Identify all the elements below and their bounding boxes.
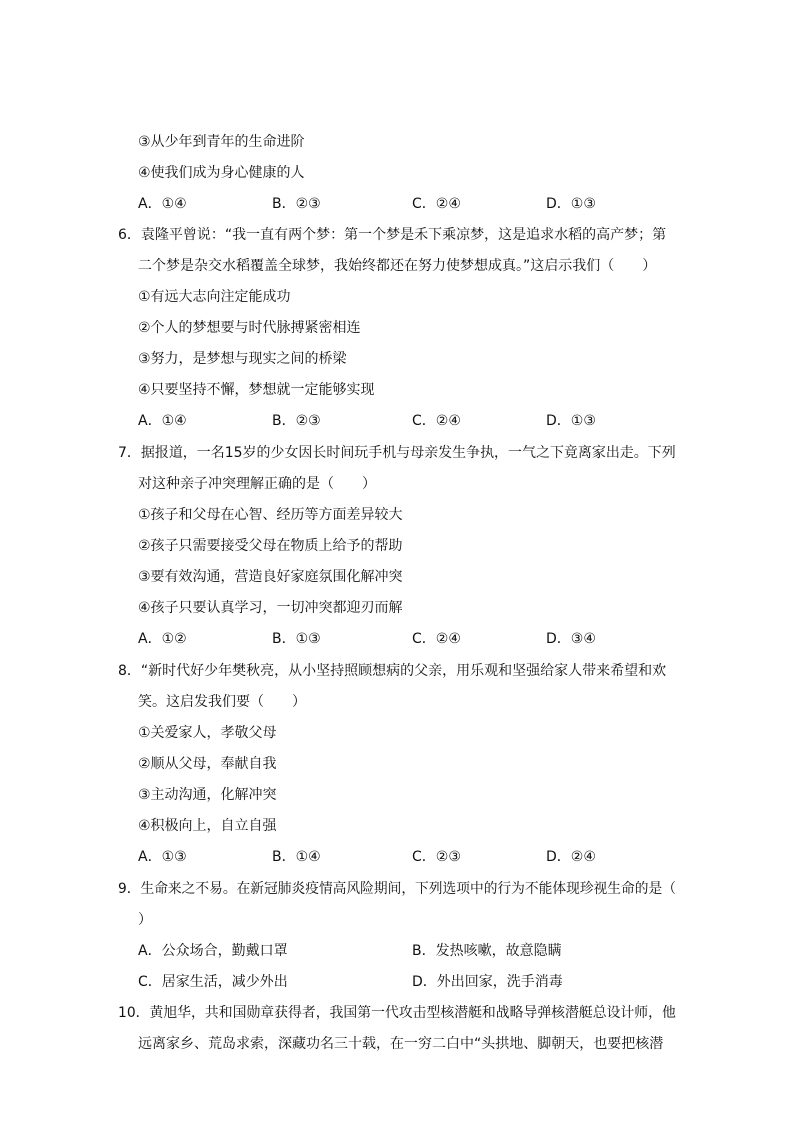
- q10-stem-line-1: 10．黄旭华，共和国勋章获得者，我国第一代攻击型核潜艇和战略导弹核潜艇总设计师，他: [118, 1005, 676, 1021]
- q7-item-3: ③要有效沟通，营造良好家庭氛围化解冲突: [138, 569, 403, 585]
- q8-option-c: C．②③: [412, 849, 461, 865]
- q5-item-4: ④使我们成为身心健康的人: [138, 165, 305, 181]
- q6-option-d: D．①③: [546, 413, 596, 429]
- q6-item-3: ③努力，是梦想与现实之间的桥梁: [138, 351, 347, 367]
- q8-item-1: ①关爱家人，孝敬父母: [138, 725, 277, 741]
- q5-option-d: D．①③: [546, 196, 596, 212]
- q7-item-1: ①孩子和父母在心智、经历等方面差异较大: [138, 507, 403, 523]
- q8-item-2: ②顺从父母，奉献自我: [138, 756, 277, 772]
- q5-option-a: A．①④: [138, 196, 187, 212]
- q9-option-c: C．居家生活，减少外出: [138, 974, 288, 990]
- q7-stem-line-2: 对这种亲子冲突理解正确的是（ ）: [138, 476, 376, 492]
- q8-stem-line-1: 8．“新时代好少年樊秋亮，从小坚持照顾想病的父亲，用乐观和坚强给家人带来希望和欢: [118, 663, 667, 679]
- q7-item-2: ②孩子只需要接受父母在物质上给予的帮助: [138, 538, 403, 554]
- q8-option-d: D．②④: [546, 849, 596, 865]
- q6-option-a: A．①④: [138, 413, 187, 429]
- q5-item-3: ③从少年到青年的生命进阶: [138, 134, 305, 150]
- q8-item-4: ④积极向上，自立自强: [138, 818, 277, 834]
- q9-option-d: D．外出回家，洗手消毒: [412, 974, 563, 990]
- q6-stem-line-1: 6．袁隆平曾说：“我一直有两个梦：第一个梦是禾下乘凉梦，这是追求水稻的高产梦；第: [118, 227, 667, 243]
- q6-item-1: ①有远大志向注定能成功: [138, 289, 291, 305]
- q6-option-c: C．②④: [412, 413, 461, 429]
- q6-stem-line-2: 二个梦是杂交水稻覆盖全球梦，我始终都还在努力使梦想成真。”这启示我们（ ）: [138, 258, 657, 274]
- q5-option-b: B．②③: [272, 196, 321, 212]
- q5-option-c: C．②④: [412, 196, 461, 212]
- q8-item-3: ③主动沟通，化解冲突: [138, 787, 277, 803]
- q7-item-4: ④孩子只要认真学习，一切冲突都迎刃而解: [138, 600, 403, 616]
- q9-stem-line-1: 9．生命来之不易。在新冠肺炎疫情高风险期间，下列选项中的行为不能体现珍视生命的是（: [118, 881, 676, 897]
- q9-option-a: A．公众场合，勤戴口罩: [138, 943, 288, 959]
- q6-option-b: B．②③: [272, 413, 321, 429]
- q8-option-b: B．①④: [272, 849, 321, 865]
- q6-item-2: ②个人的梦想要与时代脉搏紧密相连: [138, 320, 361, 336]
- q7-option-b: B．①③: [272, 631, 321, 647]
- q6-item-4: ④只要坚持不懈，梦想就一定能够实现: [138, 382, 375, 398]
- q10-stem-line-2: 远离家乡、荒岛求索，深藏功名三十载，在一穷二白中“头拱地、脚朝天，也要把核潜: [138, 1036, 664, 1052]
- q8-option-a: A．①③: [138, 849, 187, 865]
- q9-stem-line-2: ）: [138, 912, 152, 928]
- q7-option-d: D．③④: [546, 631, 596, 647]
- q8-stem-line-2: 笑。这启发我们要（ ）: [138, 694, 306, 710]
- q7-option-a: A．①②: [138, 631, 187, 647]
- q9-option-b: B．发热咳嗽，故意隐瞒: [412, 943, 562, 959]
- q7-option-c: C．②④: [412, 631, 461, 647]
- q7-stem-line-1: 7．据报道，一名15岁的少女因长时间玩手机与母亲发生争执，一气之下竟离家出走。下列: [118, 445, 676, 461]
